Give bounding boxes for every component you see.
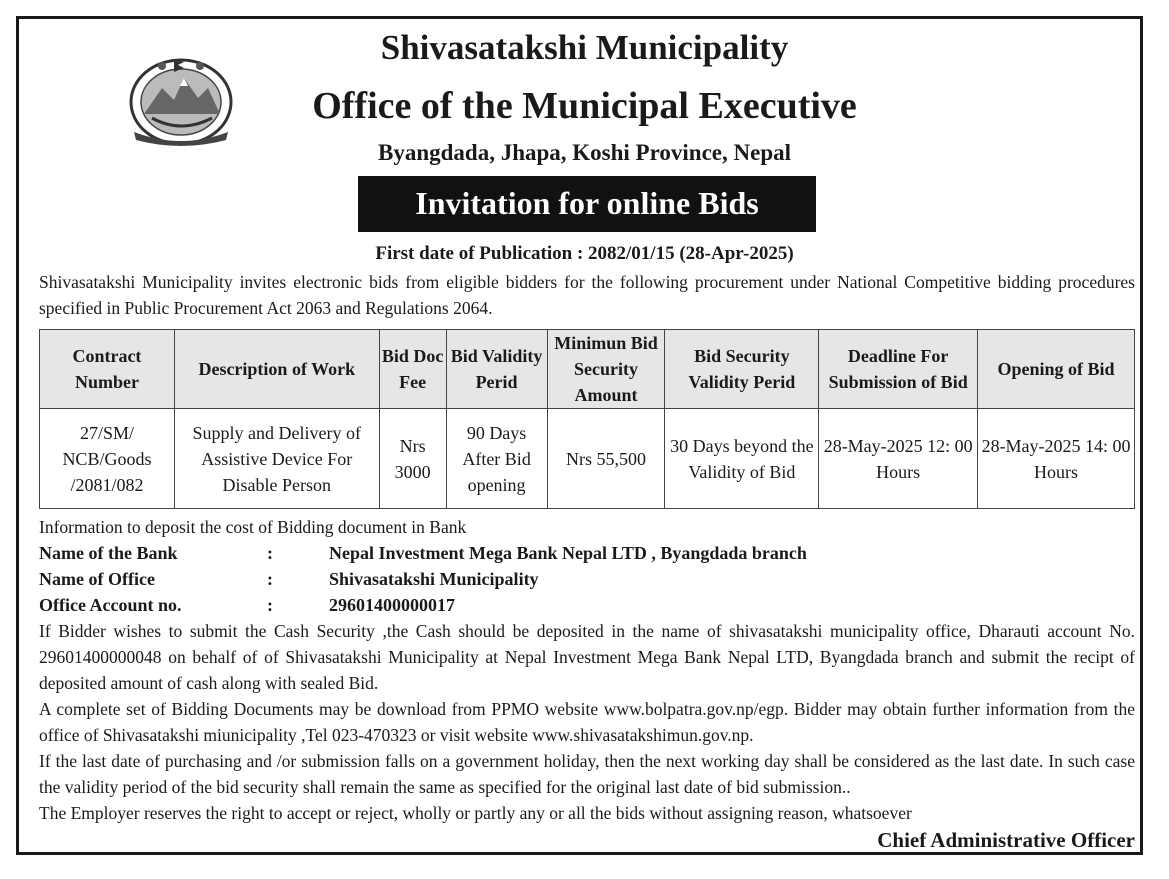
header-contract-number: Contract Number	[40, 330, 175, 409]
account-label: Office Account no.	[39, 595, 182, 615]
employer-rights-paragraph: The Employer reserves the right to accept or reject, wholly or partly any or all the bids without assigning reason, whatsoever	[39, 803, 912, 823]
signatory-title: Chief Administrative Officer	[877, 828, 1135, 852]
cell-contract-number: 27/SM/ NCB/Goods /2081/082	[40, 409, 175, 509]
header-submission-deadline: Deadline For Submission of Bid	[819, 330, 978, 409]
holiday-paragraph: If the last date of purchasing and /or submission falls on a government holiday, then the next working day shall be considered as the last date. In such case the validity period of the bid security shall remain the same as specified for the original last date of bid submission..	[39, 751, 1135, 797]
bid-table	[39, 329, 1135, 509]
header-opening: Opening of Bid	[978, 330, 1135, 409]
cell-bid-security-validity: 30 Days beyond the Validity of Bid	[665, 409, 819, 509]
municipality-name: Shivasatakshi Municipality	[380, 28, 789, 67]
header-description: Description of Work	[174, 330, 379, 409]
bank-info-heading: Information to deposit the cost of Bidding document in Bank	[39, 517, 467, 537]
office-title: Office of the Municipal Executive	[312, 85, 857, 127]
colon: :	[267, 543, 273, 563]
publication-date: First date of Publication : 2082/01/15 (28-Apr-2025)	[375, 243, 794, 264]
intro-paragraph: Shivasatakshi Municipality invites electronic bids from eligible bidders for the following procurement under National Competitive bidding procedures specified in Public Procurement Act 2063 and Regulations 2064.	[39, 272, 1135, 318]
cell-bid-validity: 90 Days After Bid opening	[446, 409, 547, 509]
bidding-documents-paragraph: A complete set of Bidding Documents may be download from PPMO website www.bolpatra.gov.np/egp. Bidder may obtain further information from the office of Shivasatakshi miunicipality ,Tel 023-470323 or visit website www.shivasatakshimun.gov.np.	[39, 699, 1135, 745]
table-header-row	[40, 330, 1135, 409]
office-address: Byangdada, Jhapa, Koshi Province, Nepal	[377, 140, 791, 165]
table-row	[40, 409, 1135, 509]
cell-opening: 28-May-2025 14: 00 Hours	[978, 409, 1135, 509]
cell-bid-security-amount: Nrs 55,500	[547, 409, 665, 509]
header-bid-security-amount: Minimun Bid Security Amount	[547, 330, 665, 409]
cash-security-paragraph: If Bidder wishes to submit the Cash Security ,the Cash should be deposited in the name of shivasatakshi municipality office, Dharauti account No. 29601400000048 on behalf of of Shivasatakshi Municipality at Nepal Investment Mega Bank Nepal LTD, Byangdada branch and submit the recipt of deposited amount of cash along with sealed Bid.	[39, 621, 1135, 693]
cell-submission-deadline: 28-May-2025 12: 00 Hours	[819, 409, 978, 509]
cell-bid-doc-fee: Nrs 3000	[379, 409, 446, 509]
header-bid-validity: Bid Validity Perid	[446, 330, 547, 409]
colon: :	[267, 595, 273, 615]
office-label: Name of Office	[39, 569, 155, 589]
bank-label: Name of the Bank	[39, 543, 178, 563]
office-value: Shivasatakshi Municipality	[329, 569, 539, 589]
cell-description: Supply and Delivery of Assistive Device For Disable Person	[174, 409, 379, 509]
account-value: 29601400000017	[329, 595, 455, 615]
header-bid-doc-fee: Bid Doc Fee	[379, 330, 446, 409]
header-bid-security-validity: Bid Security Validity Perid	[665, 330, 819, 409]
colon: :	[267, 569, 273, 589]
bank-value: Nepal Investment Mega Bank Nepal LTD , Byangdada branch	[329, 543, 807, 563]
notice-title-banner: Invitation for online Bids	[358, 176, 816, 232]
